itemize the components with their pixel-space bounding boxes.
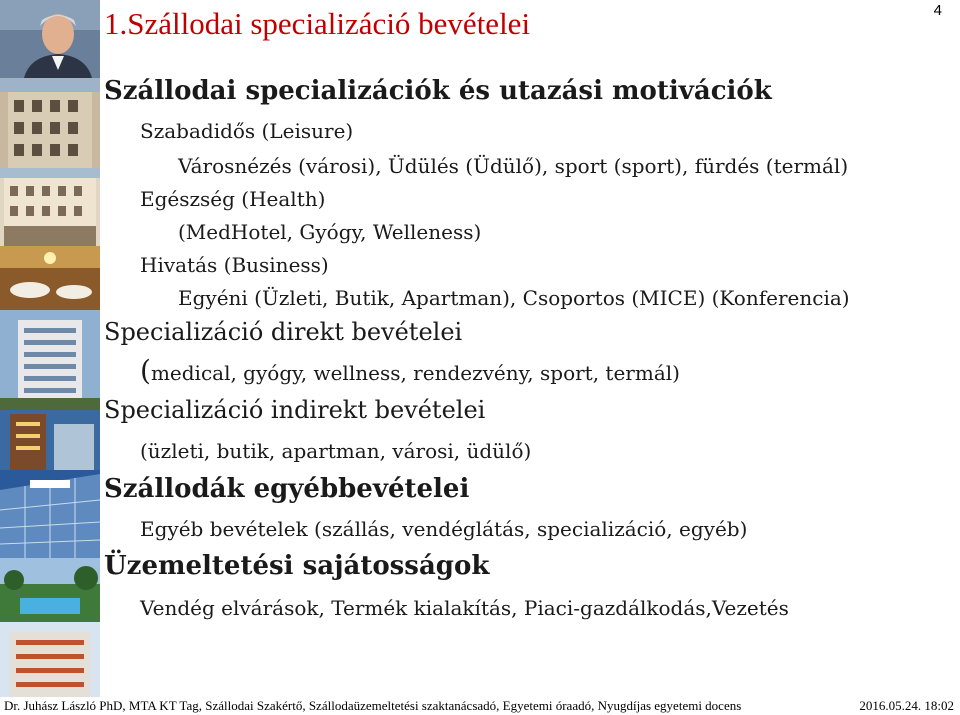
- bullet-business-detail: Egyéni (Üzleti, Butik, Apartman), Csoportos (MICE) (Konferencia): [178, 286, 850, 310]
- heading-direct-revenue: Specializáció direkt bevételei: [104, 318, 463, 346]
- heading-operation: Üzemeltetési sajátosságok: [104, 551, 490, 581]
- footer-date: 2016.05.24. 18:02: [859, 698, 954, 713]
- bullet-business: Hivatás (Business): [140, 253, 329, 277]
- heading-other-revenue: Szállodák egyébbevételei: [104, 474, 470, 504]
- footer-credit: Dr. Juhász László PhD, MTA KT Tag, Szállodai Szakértő, Szállodaüzemeltetési szaktanácsadó, Egyetemi óraadó, Nyugdíjas egyetemi docens: [4, 698, 742, 713]
- other-revenue-detail: Egyéb bevételek (szállás, vendéglátás, specializáció, egyéb): [140, 517, 748, 541]
- bullet-leisure: Szabadidős (Leisure): [140, 119, 354, 143]
- hotel-facade-photo: [0, 168, 100, 246]
- novotel-hotel-photo: [0, 470, 100, 558]
- slide-title: 1.Szállodai specializáció bevételei: [104, 6, 531, 41]
- heading-indirect-revenue: Specializáció indirekt bevételei: [104, 396, 486, 424]
- hotel-tower-photo: [0, 310, 100, 410]
- bullet-health: Egészség (Health): [140, 187, 326, 211]
- hotel-facade-photo: [0, 78, 100, 168]
- operation-detail: Vendég elvárások, Termék kialakítás, Piaci-gazdálkodás,Vezetés: [140, 596, 789, 620]
- restaurant-interior-photo: [0, 246, 100, 310]
- footer: [0, 697, 960, 715]
- page-number: 4: [933, 2, 942, 19]
- direct-revenue-items: medical, gyógy, wellness, rendezvény, sport, termál): [150, 361, 680, 385]
- heading-motivations: Szállodai specializációk és utazási motivációk: [104, 76, 772, 106]
- bullet-leisure-detail: Városnézés (városi), Üdülés (Üdülő), sport (sport), fürdés (termál): [178, 154, 849, 178]
- sidebar-photo-strip: [0, 0, 100, 697]
- direct-revenue-detail: [140, 354, 680, 387]
- portrait-photo: [0, 0, 100, 78]
- hotel-tower-photo: [0, 410, 100, 470]
- hotel-building-photo: [0, 622, 100, 697]
- indirect-revenue-detail: (üzleti, butik, apartman, városi, üdülő): [140, 439, 532, 463]
- open-paren: (: [140, 354, 151, 387]
- resort-photo: [0, 558, 100, 622]
- bullet-health-detail: (MedHotel, Gyógy, Welleness): [178, 220, 482, 244]
